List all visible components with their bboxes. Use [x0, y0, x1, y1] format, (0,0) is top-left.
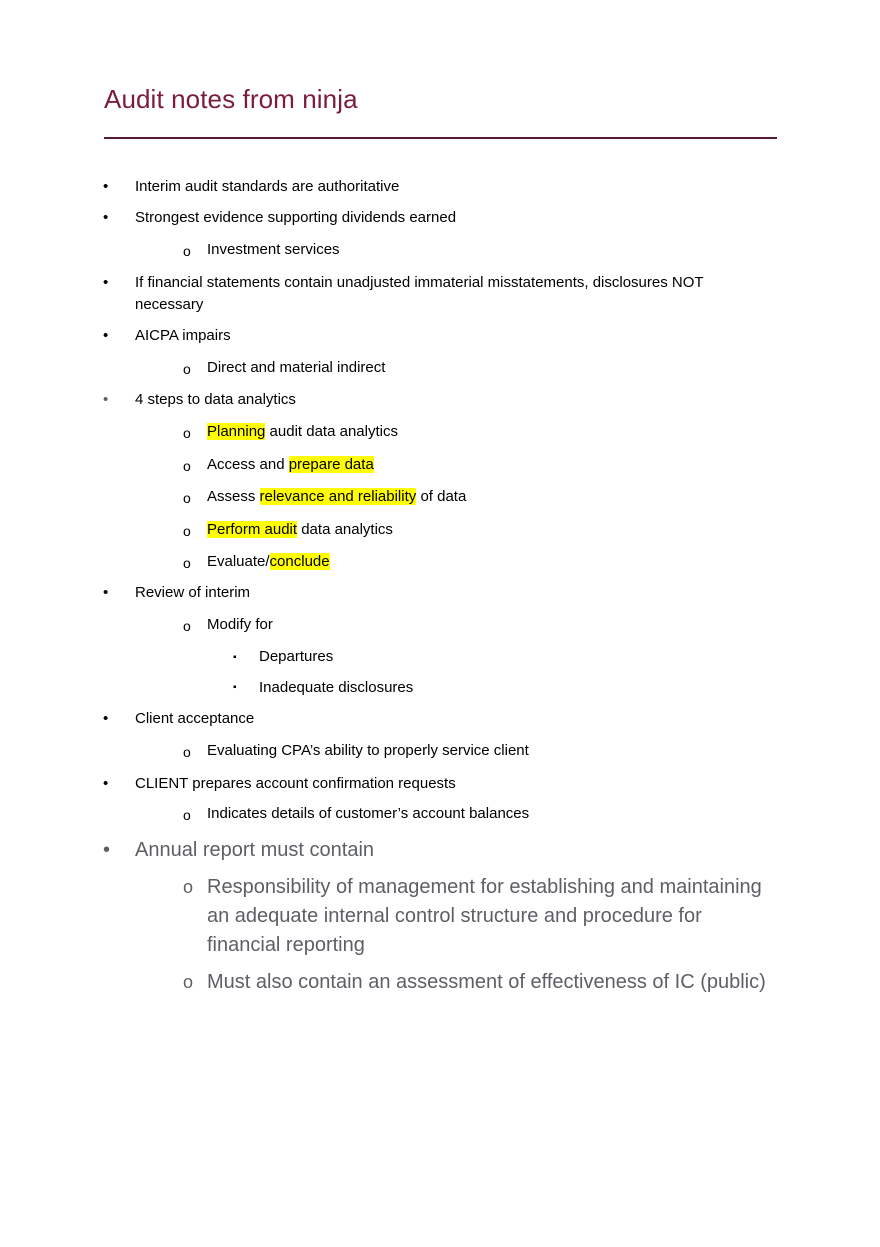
text-run: Assess: [207, 488, 260, 505]
sub-list-item: [207, 486, 466, 508]
sub-sub-list-item: Inadequate disclosures: [259, 679, 414, 696]
circle-bullet-icon: o: [183, 523, 191, 539]
text-run: Evaluate/: [207, 553, 270, 570]
list-item: Review of interim: [135, 584, 251, 601]
circle-bullet-icon: o: [183, 361, 191, 377]
list-item: If financial statements contain unadjusted immaterial misstatements, disclosures NOT: [135, 274, 704, 291]
bullet-icon: •: [103, 775, 109, 792]
sub-list-item: Direct and material indirect: [207, 359, 386, 376]
highlighted-text: Planning: [207, 423, 266, 440]
sub-list-item: Must also contain an assessment of effectiveness of IC (public): [207, 971, 766, 993]
bullet-icon: •: [103, 584, 109, 601]
highlighted-text: Perform audit: [207, 521, 298, 538]
circle-bullet-icon: o: [183, 807, 191, 823]
bullet-icon: •: [103, 391, 109, 408]
highlighted-text: conclude: [269, 553, 330, 570]
text-run: audit data analytics: [265, 423, 398, 440]
bullet-icon: •: [103, 839, 111, 861]
circle-bullet-icon: o: [183, 744, 191, 760]
list-item: Interim audit standards are authoritative: [135, 178, 400, 195]
sub-sub-list-item: Departures: [259, 648, 334, 665]
page-title: Audit notes from ninja: [104, 84, 358, 114]
circle-bullet-icon: o: [183, 618, 191, 634]
square-bullet-icon: ▪: [233, 682, 237, 693]
list-item: 4 steps to data analytics: [135, 391, 296, 408]
list-item: Client acceptance: [135, 710, 255, 727]
highlighted-text: relevance and reliability: [259, 488, 417, 505]
sub-list-item: Evaluating CPA’s ability to properly service client: [207, 742, 529, 759]
circle-bullet-icon: o: [183, 458, 191, 474]
sub-list-item: Responsibility of management for establishing and maintaining an adequate internal control structure and procedure for financial reporting: [207, 876, 762, 956]
list-item: Annual report must contain: [135, 839, 375, 861]
sub-list-item: [207, 421, 398, 443]
sub-list-item: [207, 551, 330, 573]
text-run: Access and: [207, 456, 289, 473]
title-underline: [104, 137, 777, 139]
circle-bullet-icon: o: [183, 972, 194, 992]
bullet-icon: •: [103, 274, 109, 291]
list-item: CLIENT prepares account confirmation requests: [135, 775, 456, 792]
circle-bullet-icon: o: [183, 555, 191, 571]
sub-list-item: [207, 454, 374, 476]
text-run: data analytics: [297, 521, 393, 538]
list-item: Strongest evidence supporting dividends earned: [135, 209, 457, 226]
circle-bullet-icon: o: [183, 490, 191, 506]
circle-bullet-icon: o: [183, 877, 194, 897]
list-item-continuation: necessary: [135, 296, 204, 313]
square-bullet-icon: ▪: [233, 652, 237, 663]
highlighted-text: prepare data: [288, 456, 374, 473]
sub-list-item: Modify for: [207, 616, 273, 633]
circle-bullet-icon: o: [183, 425, 191, 441]
bullet-icon: •: [103, 178, 109, 195]
bullet-icon: •: [103, 209, 109, 226]
sub-list-item: [207, 519, 393, 541]
text-run: of data: [416, 488, 467, 505]
circle-bullet-icon: o: [183, 243, 191, 259]
bullet-icon: •: [103, 710, 109, 727]
sub-list-item: Indicates details of customer’s account balances: [207, 805, 530, 822]
list-item: AICPA impairs: [135, 327, 231, 344]
bullet-icon: •: [103, 327, 109, 344]
sub-list-item: Investment services: [207, 241, 340, 258]
